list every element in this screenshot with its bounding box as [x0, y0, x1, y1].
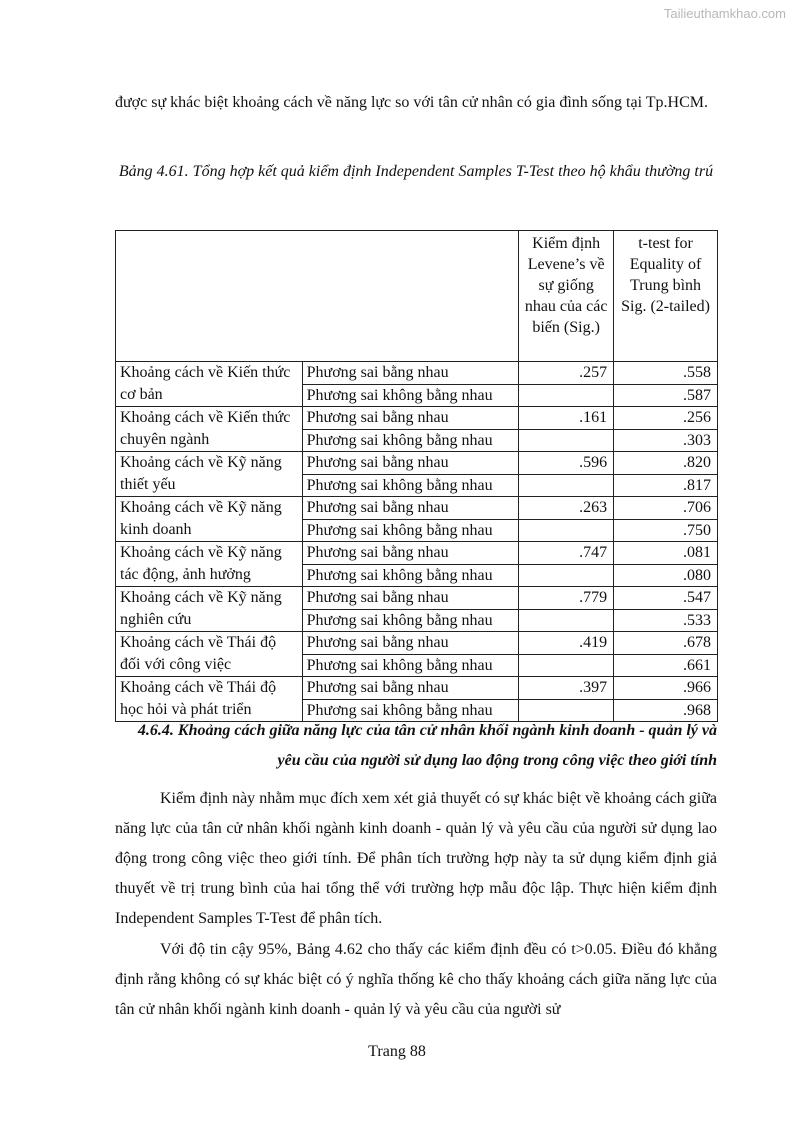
variance-equal-label: Phương sai bằng nhau: [302, 542, 519, 565]
table-row: [116, 677, 718, 700]
levene-sig: .161: [519, 407, 614, 430]
levene-sig: .596: [519, 452, 614, 475]
variance-not-equal-label: Phương sai không bằng nhau: [302, 384, 519, 407]
group-label: Khoảng cách về Thái độ học hỏi và phát triển: [116, 677, 303, 722]
variance-not-equal-label: Phương sai không bằng nhau: [302, 429, 519, 452]
sig-not-equal: .533: [614, 609, 718, 632]
page-number: Trang 88: [368, 1043, 426, 1060]
group-label: Khoảng cách về Kỹ năng thiết yếu: [116, 452, 303, 497]
sig-not-equal: .661: [614, 654, 718, 677]
group-label: Khoảng cách về Kỹ năng kinh doanh: [116, 497, 303, 542]
variance-equal-label: Phương sai bằng nhau: [302, 587, 519, 610]
table-row: [116, 542, 718, 565]
variance-equal-label: Phương sai bằng nhau: [302, 497, 519, 520]
variance-equal-label: Phương sai bằng nhau: [302, 452, 519, 475]
levene-empty: [519, 474, 614, 497]
levene-empty: [519, 654, 614, 677]
sig-equal: .547: [614, 587, 718, 610]
variance-equal-label: Phương sai bằng nhau: [302, 632, 519, 655]
variance-not-equal-label: Phương sai không bằng nhau: [302, 474, 519, 497]
header-blank-cell: [116, 231, 519, 362]
sig-equal: .081: [614, 542, 718, 565]
table-header-row: [116, 231, 718, 362]
table-row: [116, 452, 718, 475]
sig-equal: .820: [614, 452, 718, 475]
table-caption: Bảng 4.61. Tổng hợp kết quả kiểm định Independent Samples T-Test theo hộ khẩu thường trú: [118, 163, 714, 180]
intro-paragraph: được sự khác biệt khoảng cách về năng lực so với tân cử nhân có gia đình sống tại Tp.HCM.: [115, 94, 708, 111]
levene-empty: [519, 384, 614, 407]
variance-equal-label: Phương sai bằng nhau: [302, 677, 519, 700]
sig-not-equal: .817: [614, 474, 718, 497]
sig-equal: .706: [614, 497, 718, 520]
variance-not-equal-label: Phương sai không bằng nhau: [302, 519, 519, 542]
levene-empty: [519, 519, 614, 542]
sig-not-equal: .587: [614, 384, 718, 407]
group-label: Khoảng cách về Kiến thức cơ bản: [116, 362, 303, 407]
levene-sig: .747: [519, 542, 614, 565]
sig-equal: .678: [614, 632, 718, 655]
ttest-table: [115, 230, 718, 722]
levene-empty: [519, 564, 614, 587]
table-row: [116, 587, 718, 610]
variance-not-equal-label: Phương sai không bằng nhau: [302, 564, 519, 587]
variance-equal-label: Phương sai bằng nhau: [302, 362, 519, 385]
group-label: Khoảng cách về Kiến thức chuyên ngành: [116, 407, 303, 452]
table-row: [116, 362, 718, 385]
levene-sig: .779: [519, 587, 614, 610]
sig-not-equal: .080: [614, 564, 718, 587]
paragraph-2: Với độ tin cậy 95%, Bảng 4.62 cho thấy các kiểm định đều có t>0.05. Điều đó khẳng định rằng không có sự khác biệt có ý nghĩa thống kê cho thấy khoảng cách giữa năng lực của tân cử nhân khối ngành kinh doanh - quản lý và yêu cầu của người sử: [115, 941, 717, 1018]
paragraph-1: Kiểm định này nhằm mục đích xem xét giả thuyết có sự khác biệt về khoảng cách giữa năng lực của tân cử nhân khối ngành kinh doanh - quản lý và yêu cầu của người sử dụng lao động trong công việc theo giới tính. Để phân tích trường hợp này ta sử dụng kiểm định giả thuyết về trị trung bình của hai tổng thể với trường hợp mẫu độc lập. Thực hiện kiểm định Independent Samples T-Test để phân tích.: [115, 790, 717, 927]
header-ttest: t-test for Equality of Trung bình Sig. (2-tailed): [614, 231, 718, 362]
table-row: [116, 497, 718, 520]
levene-sig: .257: [519, 362, 614, 385]
table-row: [116, 632, 718, 655]
sig-not-equal: .303: [614, 429, 718, 452]
levene-sig: .263: [519, 497, 614, 520]
variance-equal-label: Phương sai bằng nhau: [302, 407, 519, 430]
sig-equal: .256: [614, 407, 718, 430]
sig-not-equal: .750: [614, 519, 718, 542]
variance-not-equal-label: Phương sai không bằng nhau: [302, 654, 519, 677]
group-label: Khoảng cách về Kỹ năng nghiên cứu: [116, 587, 303, 632]
sig-equal: .558: [614, 362, 718, 385]
levene-empty: [519, 429, 614, 452]
variance-not-equal-label: Phương sai không bằng nhau: [302, 609, 519, 632]
levene-empty: [519, 609, 614, 632]
table-row: [116, 407, 718, 430]
levene-sig: .397: [519, 677, 614, 700]
group-label: Khoảng cách về Kỹ năng tác động, ảnh hưởng: [116, 542, 303, 587]
sig-equal: .966: [614, 677, 718, 700]
sig-not-equal: .968: [614, 699, 718, 722]
section-heading: 4.6.4. Khoảng cách giữa năng lực của tân cử nhân khối ngành kinh doanh - quản lý và yêu cầu của người sử dụng lao động trong công việc theo giới tính: [137, 722, 717, 769]
levene-sig: .419: [519, 632, 614, 655]
header-levene: Kiểm định Levene’s về sự giống nhau của các biến (Sig.): [519, 231, 614, 362]
watermark: Tailieuthamkhao.com: [663, 6, 786, 21]
group-label: Khoảng cách về Thái độ đối với công việc: [116, 632, 303, 677]
variance-not-equal-label: Phương sai không bằng nhau: [302, 699, 519, 722]
